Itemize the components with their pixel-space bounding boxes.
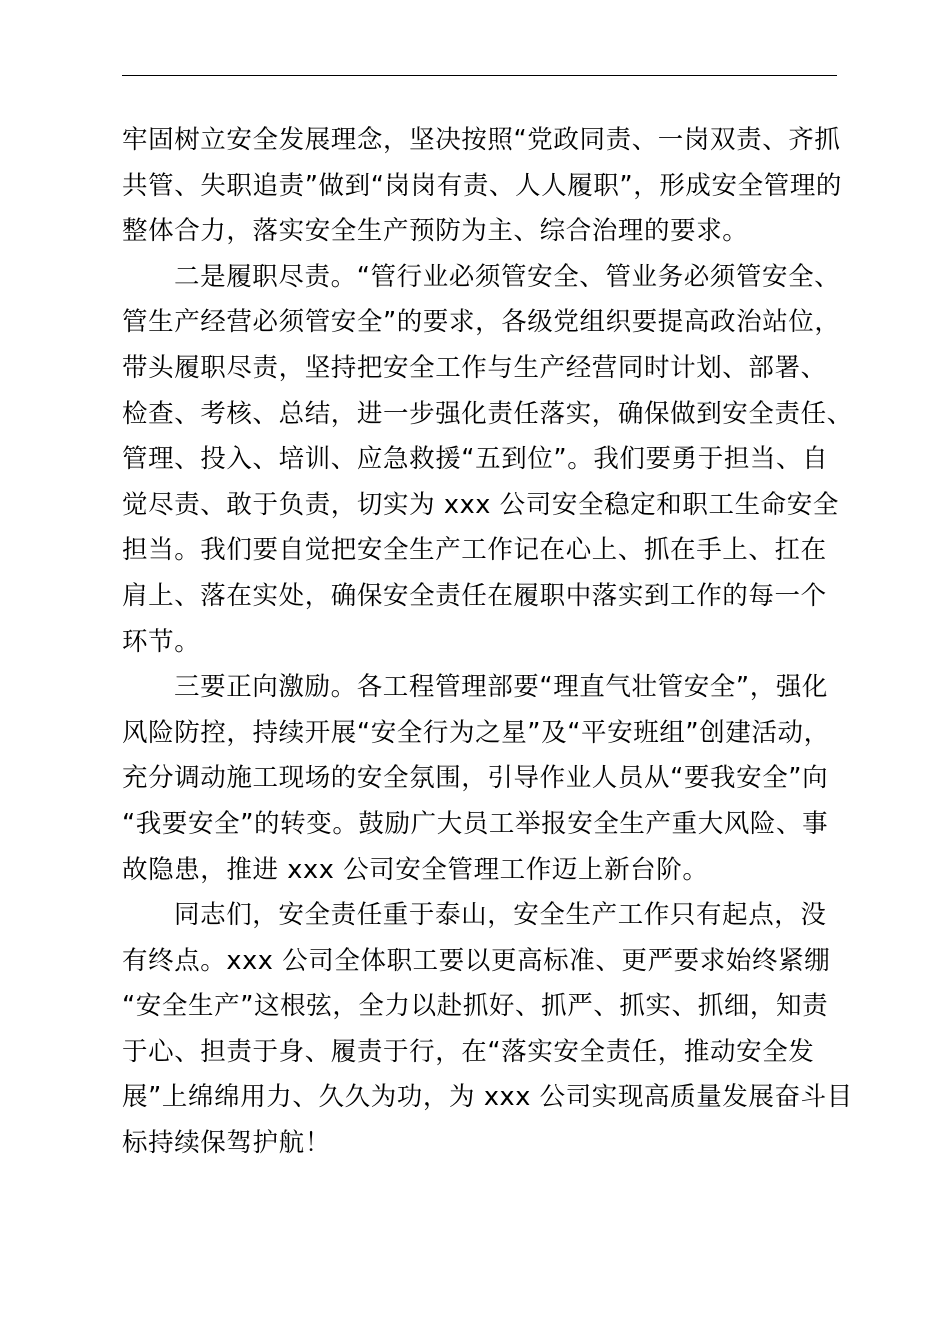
text-line: 共管、失职追责”做到“岗岗有责、人人履职”，形成安全管理的: [122, 170, 843, 201]
text-line: 带头履职尽责，坚持把安全工作与生产经营同时计划、部署、: [122, 352, 827, 383]
text-line: 于心、担责于身、履责于行，在“落实安全责任，推动安全发: [122, 1036, 815, 1067]
text-line: 展”上绵绵用力、久久为功，为 xxx 公司实现高质量发展奋斗目: [122, 1082, 853, 1113]
text-line: 检查、考核、总结，进一步强化责任落实，确保做到安全责任、: [122, 398, 853, 429]
text-line: 整体合力，落实安全生产预防为主、综合治理的要求。: [122, 216, 749, 247]
text-line: 风险防控，持续开展“安全行为之星”及“平安班组”创建活动，: [122, 717, 830, 748]
body-text: [122, 118, 853, 1167]
paragraph-start-line: 三要正向激励。各工程管理部要“理直气壮管安全”，强化: [174, 672, 829, 703]
text-line: 充分调动施工现场的安全氛围，引导作业人员从“要我安全”向: [122, 763, 829, 794]
text-line: 肩上、落在实处，确保安全责任在履职中落实到工作的每一个: [122, 580, 827, 611]
text-line: 标持续保驾护航！: [122, 1128, 331, 1159]
paragraph-start-line: 同志们，安全责任重于泰山，安全生产工作只有起点，没: [174, 900, 827, 931]
paragraph-start-line: 二是履职尽责。“管行业必须管安全、管业务必须管安全、: [174, 261, 841, 292]
text-line: 觉尽责、敢于负责，切实为 xxx 公司安全稳定和职工生命安全: [122, 489, 839, 520]
text-line: 故隐患，推进 xxx 公司安全管理工作迈上新台阶。: [122, 854, 709, 885]
text-line: 有终点。xxx 公司全体职工要以更高标准、更严要求始终紧绷: [122, 945, 831, 976]
text-line: 环节。: [122, 626, 201, 657]
text-line: 牢固树立安全发展理念，坚决按照“党政同责、一岗双责、齐抓: [122, 125, 841, 155]
header-rule: [122, 75, 837, 76]
text-line: 管生产经营必须管安全”的要求，各级党组织要提高政治站位，: [122, 307, 841, 338]
text-line: 管理、投入、培训、应急救援“五到位”。我们要勇于担当、自: [122, 444, 829, 475]
text-line: “安全生产”这根弦，全力以赴抓好、抓严、抓实、抓细，知责: [122, 991, 829, 1022]
text-line: 担当。我们要自觉把安全生产工作记在心上、抓在手上、扛在: [122, 535, 827, 566]
text-line: “我要安全”的转变。鼓励广大员工举报安全生产重大风险、事: [122, 808, 829, 839]
